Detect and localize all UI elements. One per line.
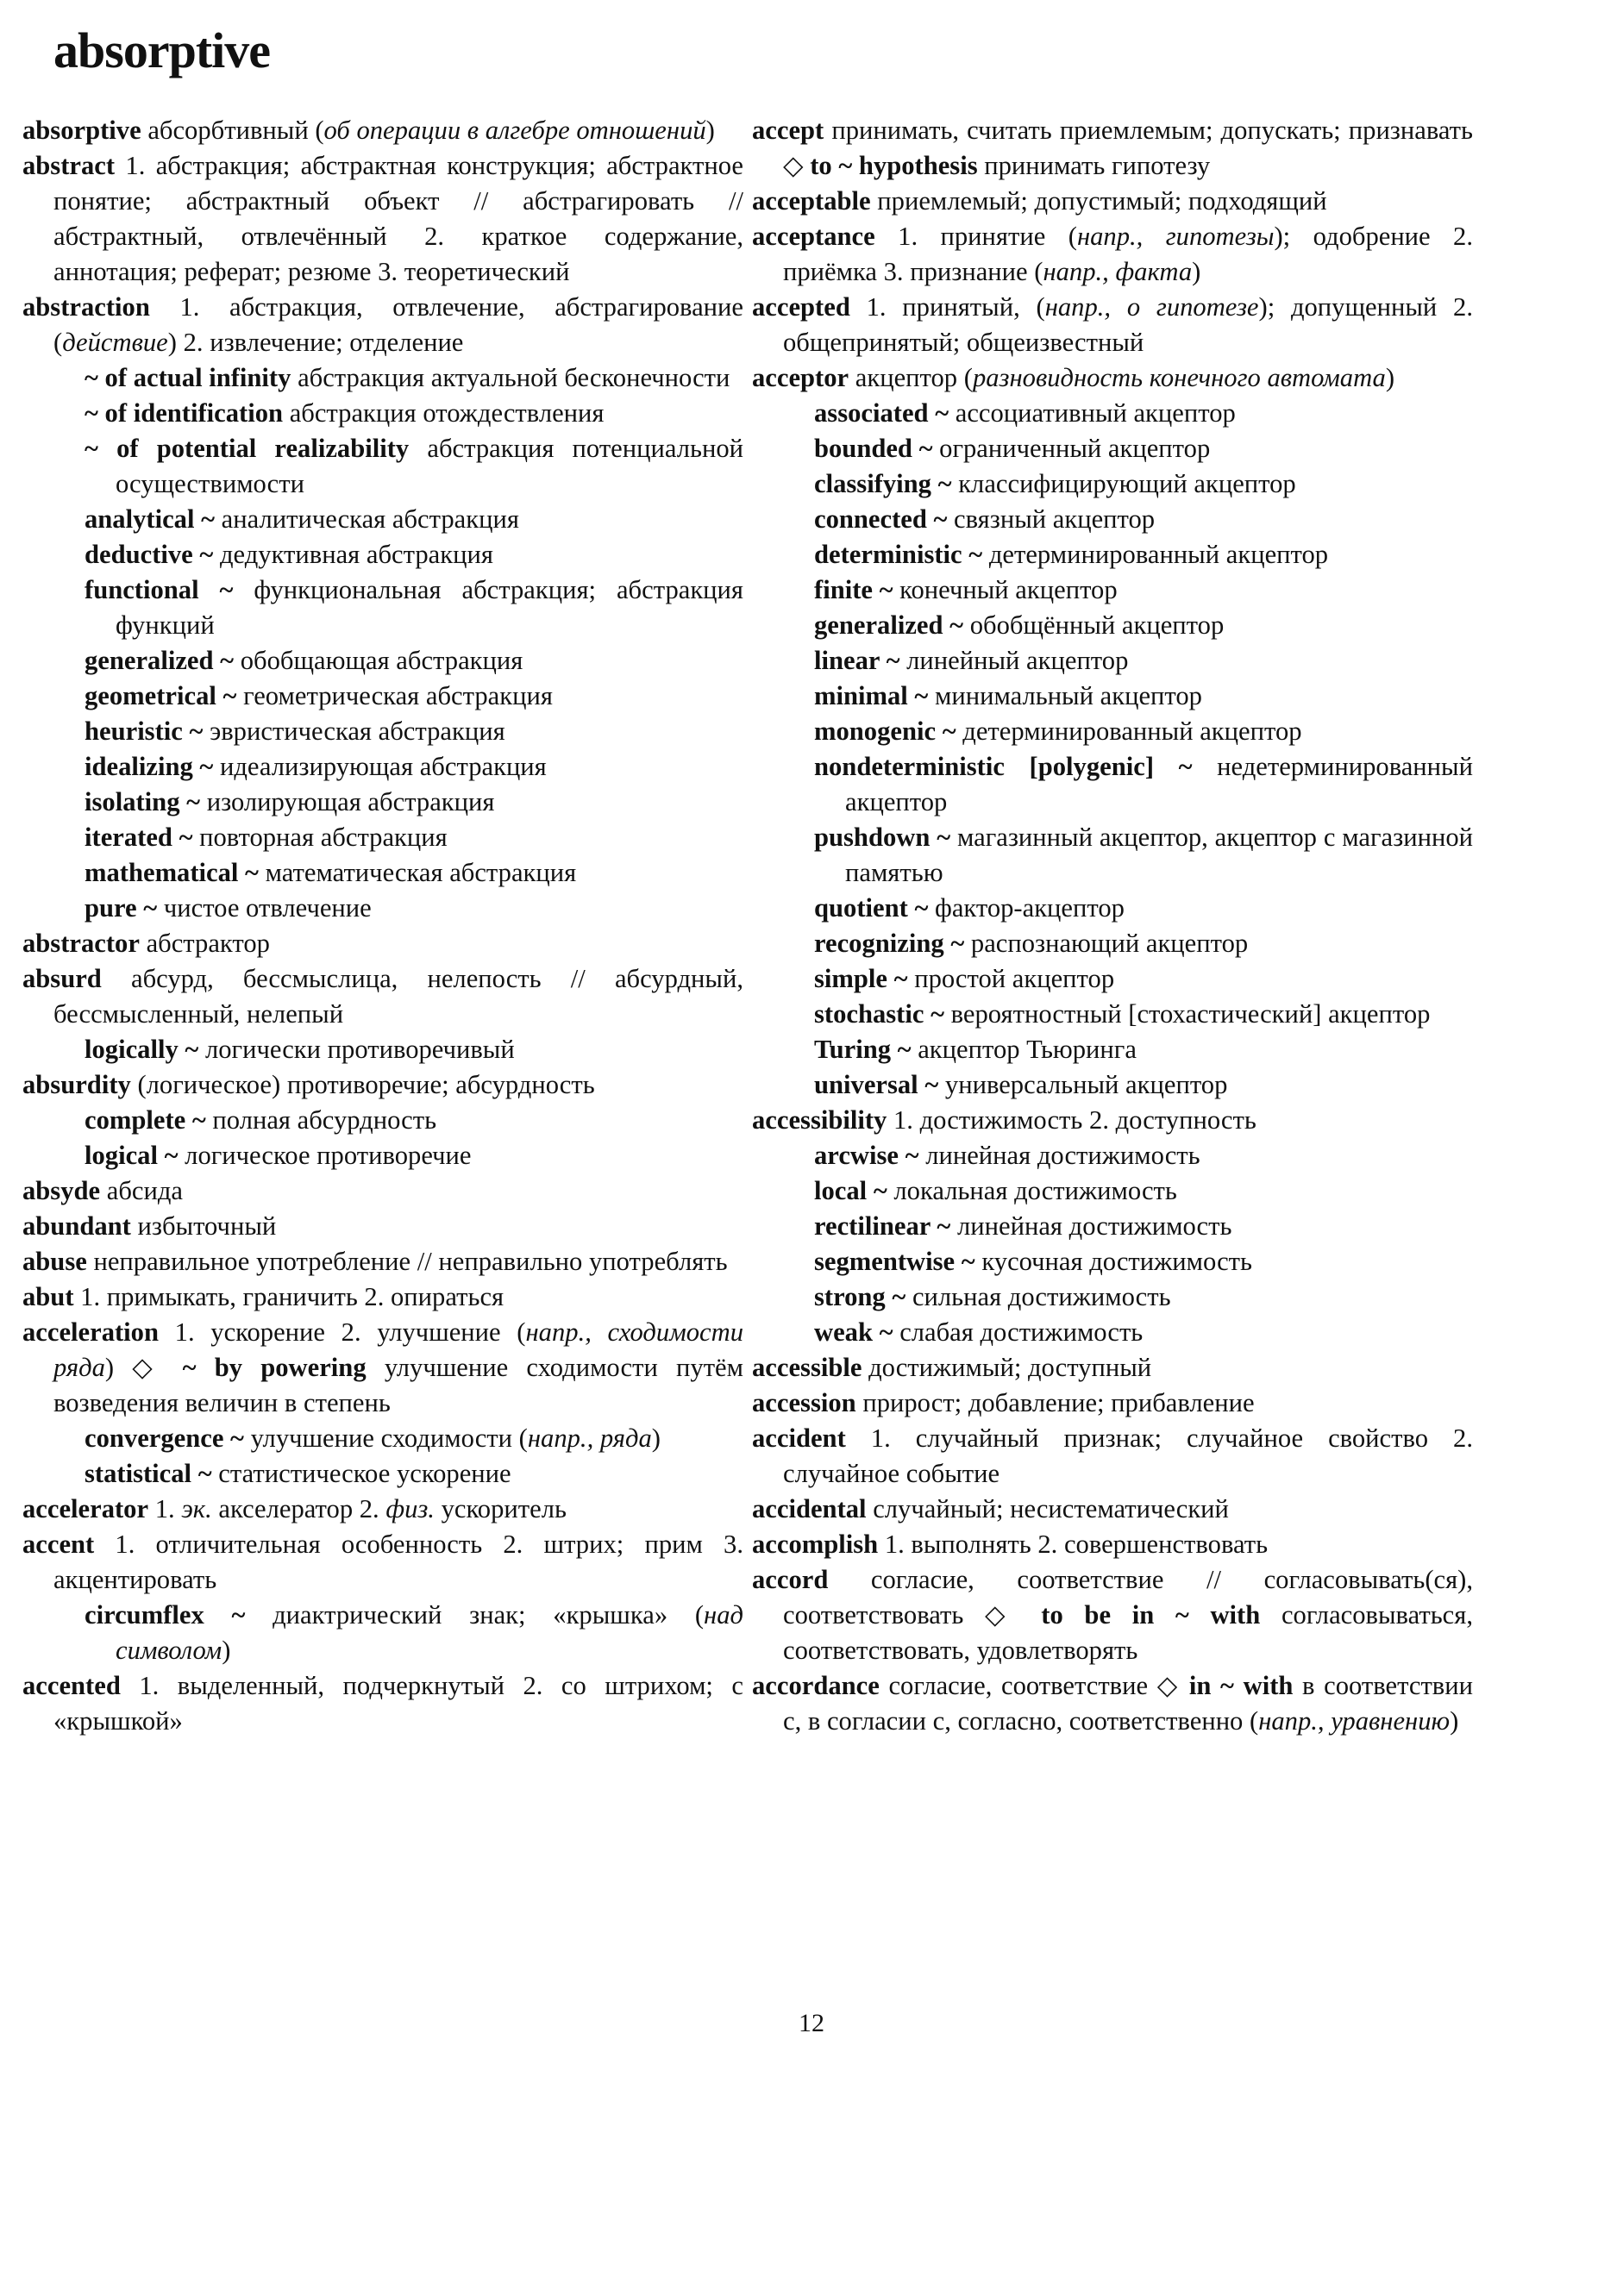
- headword: generalized ~: [814, 610, 964, 640]
- headword: to ~ hypothesis: [810, 151, 978, 180]
- headword: acceleration: [22, 1317, 159, 1347]
- dictionary-entry: [752, 1562, 1473, 1668]
- sub-entry: [783, 572, 1473, 608]
- running-head: absorptive: [53, 22, 270, 78]
- definition-text: ассоциативный акцептор: [949, 398, 1236, 428]
- sub-entry: [53, 643, 743, 679]
- definition-text: статистическое ускорение: [211, 1459, 511, 1488]
- definition-text: недетерминированный акцептор: [845, 752, 1473, 816]
- dictionary-entry: [22, 926, 743, 961]
- headword: accessibility: [752, 1105, 887, 1135]
- headword: pushdown ~: [814, 823, 951, 852]
- definition-text: 1.: [148, 1494, 182, 1523]
- definition-text: ); одобрение 2. приёмка 3. признание (: [783, 222, 1474, 286]
- sub-entry: [783, 466, 1473, 502]
- headword: accelerator: [22, 1494, 149, 1523]
- headword: weak ~: [814, 1317, 893, 1347]
- definition-text: ): [651, 1423, 661, 1453]
- definition-text: абсида: [100, 1176, 183, 1205]
- headword: accession: [752, 1388, 856, 1417]
- headword: minimal ~: [814, 681, 929, 710]
- definition-text: улучшение сходимости (: [243, 1423, 528, 1453]
- sub-entry: [783, 1279, 1473, 1315]
- headword: heuristic ~: [85, 716, 204, 746]
- headword: functional ~: [85, 575, 234, 604]
- italic-note: действие: [62, 328, 168, 357]
- dictionary-entry: [22, 1209, 743, 1244]
- definition-text: согласовываться, соответствовать, удовлетворять: [783, 1600, 1473, 1665]
- definition-text: ): [705, 116, 715, 145]
- definition-text: 1. примыкать, граничить 2. опираться: [73, 1282, 504, 1311]
- dictionary-entry: [22, 290, 743, 360]
- definition-text: геометрическая абстракция: [236, 681, 553, 710]
- sub-entry: [53, 1456, 743, 1492]
- definition-text: 1. достижимость 2. доступность: [887, 1105, 1256, 1135]
- sub-entry: [53, 1032, 743, 1067]
- dictionary-entry: [22, 148, 743, 290]
- headword: complete ~: [85, 1105, 206, 1135]
- definition-text: (логическое) противоречие; абсурдность: [130, 1070, 595, 1099]
- headword: accordance: [752, 1671, 880, 1700]
- headword: absorptive: [22, 116, 141, 145]
- headword: recognizing ~: [814, 929, 965, 958]
- sub-entry: [783, 1032, 1473, 1067]
- definition-text: локальная достижимость: [887, 1176, 1177, 1205]
- definition-text: принимать гипотезу: [977, 151, 1211, 180]
- left-column: [22, 113, 743, 1739]
- definition-text: чистое отвлечение: [157, 893, 372, 923]
- headword: ~ by powering: [182, 1353, 367, 1382]
- headword: abstract: [22, 151, 116, 180]
- definition-text: ) 2. извлечение; отделение: [167, 328, 464, 357]
- sub-entry: [783, 926, 1473, 961]
- sub-entry: [783, 1138, 1473, 1173]
- dictionary-entry: [22, 1067, 743, 1103]
- sub-entry: [53, 679, 743, 714]
- definition-text: избыточный: [130, 1211, 277, 1241]
- headword: absurd: [22, 964, 102, 993]
- sub-entry: [783, 749, 1473, 820]
- definition-text: 1. выделенный, подчеркнутый 2. со штрихом; с «крышкой»: [53, 1671, 743, 1736]
- headword: monogenic ~: [814, 716, 956, 746]
- definition-text: приемлемый; допустимый; подходящий: [870, 186, 1327, 216]
- dictionary-entry: [22, 1492, 743, 1527]
- italic-note: напр., ряда: [527, 1423, 652, 1453]
- definition-text: изолирующая абстракция: [200, 787, 495, 816]
- definition-text: минимальный акцептор: [928, 681, 1202, 710]
- definition-text: в соответствии с, в согласии с, согласно, соответственно (: [783, 1671, 1474, 1736]
- headword: accord: [752, 1565, 829, 1594]
- italic-note: напр., факта: [1043, 257, 1193, 286]
- definition-text: случайный; несистематический: [866, 1494, 1229, 1523]
- headword: Turing ~: [814, 1035, 912, 1064]
- headword: linear ~: [814, 646, 900, 675]
- definition-text: кусочная достижимость: [974, 1247, 1252, 1276]
- sub-entry: [53, 1421, 743, 1456]
- sub-entry: [783, 396, 1473, 431]
- dictionary-entry: [752, 1350, 1473, 1386]
- definition-text: фактор-акцептор: [928, 893, 1125, 923]
- headword: logically ~: [85, 1035, 199, 1064]
- headword: associated ~: [814, 398, 949, 428]
- sub-entry: [783, 1173, 1473, 1209]
- italic-note: над символом: [116, 1600, 743, 1665]
- sub-entry: [53, 749, 743, 785]
- headword: convergence ~: [85, 1423, 244, 1453]
- sub-entry: [53, 537, 743, 572]
- sub-entry: [783, 961, 1473, 997]
- definition-text: логически противоречивый: [198, 1035, 515, 1064]
- headword: logical ~: [85, 1141, 179, 1170]
- definition-text: распознающий акцептор: [964, 929, 1249, 958]
- definition-text: ограниченный акцептор: [932, 434, 1211, 463]
- sub-entry: [53, 572, 743, 643]
- page-number: 12: [799, 2009, 824, 2037]
- dictionary-entry: [752, 219, 1474, 290]
- definition-text: дедуктивная абстракция: [213, 540, 493, 569]
- headword: accidental: [752, 1494, 867, 1523]
- definition-text: абстракция потенциальной осуществимости: [116, 434, 743, 498]
- definition-text: вероятностный [стохастический] акцептор: [944, 999, 1431, 1029]
- headword: abundant: [22, 1211, 131, 1241]
- definition-text: улучшение сходимости путём возведения величин в степень: [53, 1353, 743, 1417]
- definition-text: классифицирующий акцептор: [951, 469, 1296, 498]
- headword: rectilinear ~: [814, 1211, 951, 1241]
- sub-entry: [53, 431, 743, 502]
- sub-entry: [53, 396, 743, 431]
- dictionary-entry: [752, 360, 1473, 396]
- headword: finite ~: [814, 575, 893, 604]
- definition-text: акселератор 2.: [211, 1494, 386, 1523]
- headword: stochastic ~: [814, 999, 945, 1029]
- headword: simple ~: [814, 964, 908, 993]
- headword: acceptance: [752, 222, 875, 251]
- headword: pure ~: [85, 893, 158, 923]
- headword: ~ of actual infinity: [85, 363, 291, 392]
- headword: quotient ~: [814, 893, 929, 923]
- sub-entry: [53, 1138, 743, 1173]
- dictionary-entry: [22, 961, 743, 1032]
- headword: local ~: [814, 1176, 887, 1205]
- definition-text: 1. ускорение 2. улучшение (: [159, 1317, 526, 1347]
- definition-text: 1. выполнять 2. совершенствовать: [878, 1530, 1269, 1559]
- definition-text: абстракция актуальной бесконечности: [291, 363, 730, 392]
- italic-note: разновидность конечного автомата: [972, 363, 1386, 392]
- definition-text: ): [1192, 257, 1201, 286]
- definition-text: неправильное употребление // неправильно употреблять: [86, 1247, 728, 1276]
- sub-entry: [783, 502, 1473, 537]
- definition-text: ): [1450, 1706, 1459, 1736]
- definition-text: акцептор Тьюринга: [911, 1035, 1137, 1064]
- sub-entry: [783, 431, 1473, 466]
- headword: nondeterministic [polygenic] ~: [814, 752, 1193, 781]
- dictionary-entry: [752, 1386, 1473, 1421]
- definition-text: ); допущенный 2. общепринятый; общеизвестный: [783, 292, 1473, 357]
- headword: deductive ~: [85, 540, 214, 569]
- dictionary-entry: [752, 184, 1473, 219]
- sub-entry: [783, 1244, 1473, 1279]
- italic-note: напр., о гипотезе: [1044, 292, 1259, 322]
- definition-text: слабая достижимость: [893, 1317, 1144, 1347]
- sub-entry: [53, 785, 743, 820]
- dictionary-entry: [752, 1103, 1473, 1138]
- definition-text: обобщающая абстракция: [234, 646, 523, 675]
- headword: acceptable: [752, 186, 871, 216]
- headword: strong ~: [814, 1282, 906, 1311]
- headword: isolating ~: [85, 787, 201, 816]
- italic-note: напр., гипотезы: [1076, 222, 1275, 251]
- headword: accented: [22, 1671, 121, 1700]
- italic-note: напр., уравнению: [1258, 1706, 1451, 1736]
- definition-text: магазинный акцептор, акцептор с магазинной памятью: [845, 823, 1473, 887]
- headword: to be in ~ with: [1041, 1600, 1261, 1630]
- headword: analytical ~: [85, 504, 216, 534]
- dictionary-entry: [22, 1527, 743, 1598]
- definition-text: ускоритель: [434, 1494, 567, 1523]
- italic-note: напр., сходимости ряда: [53, 1317, 743, 1382]
- headword: classifying ~: [814, 469, 952, 498]
- headword: connected ~: [814, 504, 948, 534]
- dictionary-entry: [752, 1527, 1473, 1562]
- headword: iterated ~: [85, 823, 193, 852]
- sub-entry: [783, 891, 1473, 926]
- definition-text: связный акцептор: [947, 504, 1156, 534]
- definition-text: линейная достижимость: [918, 1141, 1200, 1170]
- headword: generalized ~: [85, 646, 235, 675]
- definition-text: 1. принятый, (: [849, 292, 1045, 322]
- definition-text: обобщённый акцептор: [963, 610, 1225, 640]
- headword: accident: [752, 1423, 846, 1453]
- dictionary-entry: [22, 1315, 743, 1421]
- sub-entry: [783, 820, 1473, 891]
- definition-text: функциональная абстракция; абстракция функций: [116, 575, 743, 640]
- sub-entry: [53, 1103, 743, 1138]
- definition-text: сильная достижимость: [905, 1282, 1171, 1311]
- sub-entry: [53, 891, 743, 926]
- sub-entry: [783, 1315, 1473, 1350]
- sub-entry: [783, 643, 1473, 679]
- headword: accepted: [752, 292, 850, 322]
- headword: ~ of potential realizability: [85, 434, 410, 463]
- sub-entry: [53, 714, 743, 749]
- definition-text: аналитическая абстракция: [215, 504, 519, 534]
- headword: idealizing ~: [85, 752, 214, 781]
- headword: abuse: [22, 1247, 87, 1276]
- headword: accessible: [752, 1353, 862, 1382]
- headword: absyde: [22, 1176, 101, 1205]
- sub-entry: [783, 608, 1473, 643]
- definition-text: принимать, считать приемлемым; допускать; признавать ◇: [783, 116, 1473, 180]
- definition-text: акцептор (: [849, 363, 973, 392]
- definition-text: идеализирующая абстракция: [213, 752, 547, 781]
- dictionary-entry: [22, 113, 743, 148]
- definition-text: ) ◇: [104, 1353, 183, 1382]
- dictionary-entry: [752, 1421, 1473, 1492]
- definition-text: повторная абстракция: [192, 823, 448, 852]
- sub-entry: [783, 537, 1473, 572]
- definition-text: 1. принятие (: [874, 222, 1077, 251]
- definition-text: диактрический знак; «крышка» (: [245, 1600, 705, 1630]
- headword: universal ~: [814, 1070, 939, 1099]
- definition-text: детерминированный акцептор: [982, 540, 1329, 569]
- dictionary-entry: [752, 1668, 1474, 1739]
- definition-text: линейная достижимость: [950, 1211, 1232, 1241]
- sub-entry: [783, 714, 1473, 749]
- definition-text: ): [222, 1636, 231, 1665]
- headword: segmentwise ~: [814, 1247, 975, 1276]
- headword: deterministic ~: [814, 540, 983, 569]
- definition-text: 1. абстракция, отвлечение, абстрагирование (: [53, 292, 743, 357]
- definition-text: полная абсурдность: [205, 1105, 437, 1135]
- definition-text: конечный акцептор: [893, 575, 1118, 604]
- definition-text: 1. абстракция; абстрактная конструкция; абстрактное понятие; абстрактный объект // абстрагировать // абстрактный, отвлечённый 2. краткое содержание, аннотация; реферат; резюме 3. теоретический: [53, 151, 743, 286]
- headword: abstractor: [22, 929, 140, 958]
- sub-entry: [53, 820, 743, 855]
- headword: absurdity: [22, 1070, 131, 1099]
- dictionary-entry: [752, 290, 1473, 360]
- italic-note: эк.: [181, 1494, 212, 1523]
- sub-entry: [783, 679, 1473, 714]
- headword: circumflex ~: [85, 1600, 246, 1630]
- definition-text: универсальный акцептор: [938, 1070, 1228, 1099]
- headword: accomplish: [752, 1530, 879, 1559]
- definition-text: согласие, соответствие ◇: [879, 1671, 1189, 1700]
- definition-text: логическое противоречие: [178, 1141, 472, 1170]
- definition-text: абсурд, бессмыслица, нелепость // абсурдный, бессмысленный, нелепый: [53, 964, 743, 1029]
- definition-text: математическая абстракция: [258, 858, 577, 887]
- sub-entry: [783, 1209, 1473, 1244]
- sub-entry: [53, 360, 743, 396]
- definition-text: абстрактор: [139, 929, 270, 958]
- dictionary-entry: [752, 113, 1473, 184]
- definition-text: 1. случайный признак; случайное свойство 2. случайное событие: [783, 1423, 1473, 1488]
- dictionary-entry: [22, 1668, 743, 1739]
- italic-note: об операции в алгебре отношений: [323, 116, 706, 145]
- right-column: [752, 113, 1474, 1739]
- sub-entry: [783, 1067, 1473, 1103]
- definition-text: согласие, соответствие // согласовывать(ся), соответствовать ◇: [783, 1565, 1473, 1630]
- definition-text: достижимый; доступный: [862, 1353, 1152, 1382]
- definition-text: простой акцептор: [907, 964, 1115, 993]
- italic-note: физ.: [385, 1494, 435, 1523]
- definition-text: эвристическая абстракция: [203, 716, 505, 746]
- sub-entry: [53, 502, 743, 537]
- sub-entry: [783, 997, 1473, 1032]
- definition-text: ): [1385, 363, 1395, 392]
- dictionary-entry: [22, 1279, 743, 1315]
- dictionary-entry: [752, 1492, 1473, 1527]
- dictionary-entry: [22, 1244, 743, 1279]
- headword: in ~ with: [1188, 1671, 1294, 1700]
- headword: geometrical ~: [85, 681, 237, 710]
- definition-text: 1. отличительная особенность 2. штрих; прим 3. акцентировать: [53, 1530, 743, 1594]
- sub-entry: [53, 1598, 743, 1668]
- headword: statistical ~: [85, 1459, 212, 1488]
- headword: ~ of identification: [85, 398, 284, 428]
- dictionary-entry: [22, 1173, 743, 1209]
- definition-text: детерминированный акцептор: [956, 716, 1302, 746]
- headword: abut: [22, 1282, 74, 1311]
- headword: accept: [752, 116, 824, 145]
- headword: accent: [22, 1530, 95, 1559]
- sub-entry: [53, 855, 743, 891]
- headword: arcwise ~: [814, 1141, 919, 1170]
- headword: mathematical ~: [85, 858, 259, 887]
- headword: acceptor: [752, 363, 849, 392]
- headword: abstraction: [22, 292, 150, 322]
- headword: bounded ~: [814, 434, 933, 463]
- definition-text: абсорбтивный (: [141, 116, 324, 145]
- definition-text: линейный акцептор: [899, 646, 1129, 675]
- definition-text: прирост; добавление; прибавление: [855, 1388, 1255, 1417]
- definition-text: абстракция отождествления: [283, 398, 605, 428]
